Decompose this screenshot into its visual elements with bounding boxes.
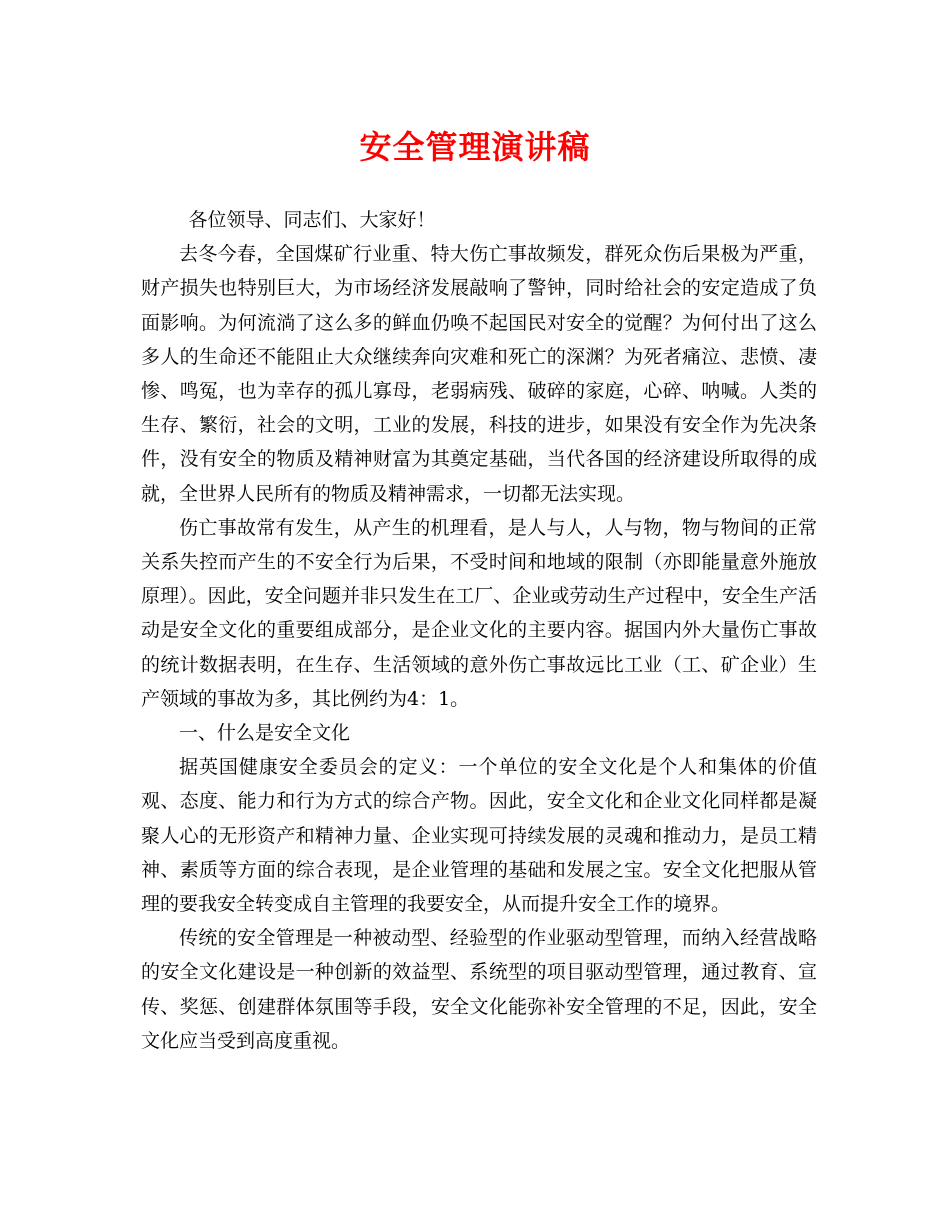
paragraph-1: 去冬今春，全国煤矿行业重、特大伤亡事故频发，群死众伤后果极为严重，财产损失也特别巨大，为市场经济发展敲响了警钟，同时给社会的安定造成了负面影响。为何流淌了这么多的鲜血仍唤不起国民对安全的觉醒？为何付出了这么多人的生命还不能阻止大众继续奔向灾难和死亡的深渊？为死者痛泣、悲愤、凄惨、鸣冤，也为幸存的孤儿寡母，老弱病残、破碎的家庭，心碎、呐喊。人类的生存、繁衍，社会的文明，工业的发展，科技的进步，如果没有安全作为先决条件，没有安全的物质及精神财富为其奠定基础，当代各国的经济建设所取得的成就，全世界人民所有的物质及精神需求，一切都无法实现。	[141, 243, 817, 505]
paragraph-3: 据英国健康安全委员会的定义：一个单位的安全文化是个人和集体的价值观、态度、能力和行为方式的综合产物。因此，安全文化和企业文化同样都是凝聚人心的无形资产和精神力量、企业实现可持续发展的灵魂和推动力，是员工精神、素质等方面的综合表现，是企业管理的基础和发展之宝。安全文化把服从管理的要我安全转变成自主管理的我要安全，从而提升安全工作的境界。	[141, 756, 817, 916]
document-body	[141, 203, 817, 1058]
section-heading: 一、什么是安全文化	[179, 722, 351, 745]
paragraph-4: 传统的安全管理是一种被动型、经验型的作业驱动型管理，而纳入经营战略的安全文化建设是一种创新的效益型、系统型的项目驱动型管理，通过教育、宣传、奖惩、创建群体氛围等手段，安全文化能弥补安全管理的不足，因此，安全文化应当受到高度重视。	[141, 927, 817, 1052]
paragraph-greeting: 各位领导、同志们、大家好！	[188, 209, 436, 231]
paragraph-2: 伤亡事故常有发生，从产生的机理看，是人与人，人与物，物与物间的正常关系失控而产生的不安全行为后果，不受时间和地域的限制（亦即能量意外施放原理）。因此，安全问题并非只发生在工厂、企业或劳动生产过程中，安全生产活动是安全文化的重要组成部分，是企业文化的主要内容。据国内外大量伤亡事故的统计数据表明，在生存、生活领域的意外伤亡事故远比工业（工、矿企业）生产领域的事故为多，其比例约为4：1。	[141, 516, 817, 710]
document-title: 安全管理演讲稿	[359, 128, 591, 166]
